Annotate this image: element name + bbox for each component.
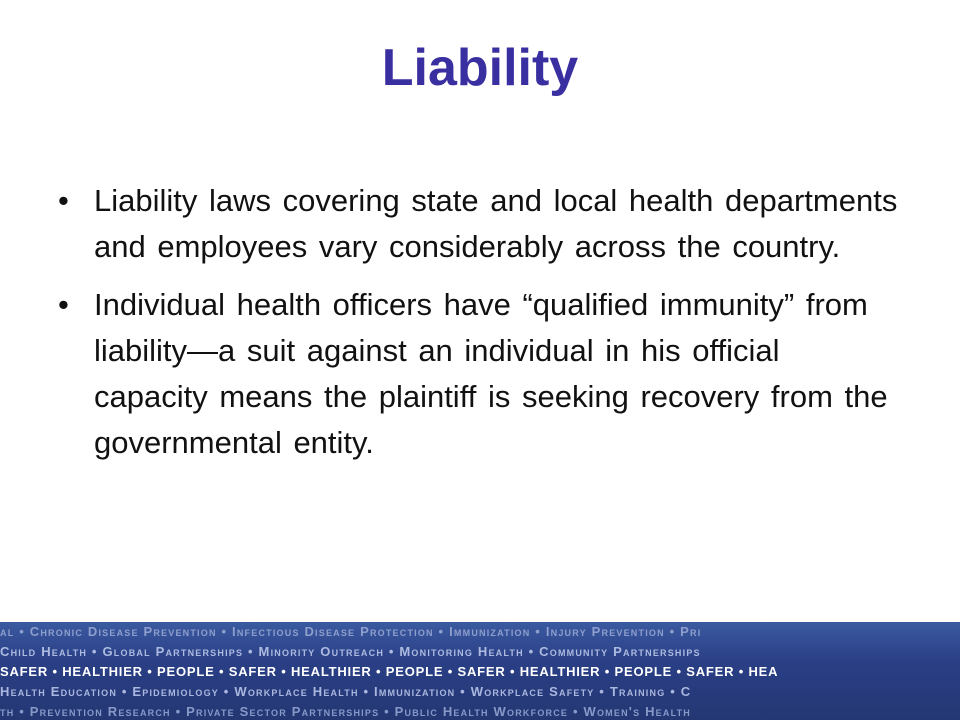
footer-banner-line: th • Prevention Research • Private Sector Partnerships • Public Health Workforce • Women's Health [0, 704, 691, 719]
bullet-list [58, 178, 898, 478]
bullet-text: Liability laws covering state and local health departments and employees vary considerably across the country. [94, 183, 898, 264]
slide-title: Liability [381, 39, 579, 97]
bullet-dot-icon: • [58, 183, 69, 218]
footer-banner [0, 622, 960, 720]
bullet-item [58, 282, 898, 466]
footer-banner-line: Child Health • Global Partnerships • Minority Outreach • Monitoring Health • Community Partnerships [0, 644, 701, 659]
footer-banner-line: al • Chronic Disease Prevention • Infectious Disease Protection • Immunization • Injury Prevention • Pri [0, 624, 702, 639]
bullet-dot-icon: • [58, 287, 69, 322]
bullet-text: Individual health officers have “qualified immunity” from liability—a suit against an individual in his official capacity means the plaintiff is seeking recovery from the governmental entity. [94, 287, 888, 460]
footer-banner-line: Health Education • Epidemiology • Workplace Health • Immunization • Workplace Safety • Training • C [0, 684, 692, 699]
bullet-item [58, 178, 898, 270]
footer-banner-line: SAFER • HEALTHIER • PEOPLE • SAFER • HEALTHIER • PEOPLE • SAFER • HEALTHIER • PEOPLE • SAFER • HEA [0, 664, 779, 679]
